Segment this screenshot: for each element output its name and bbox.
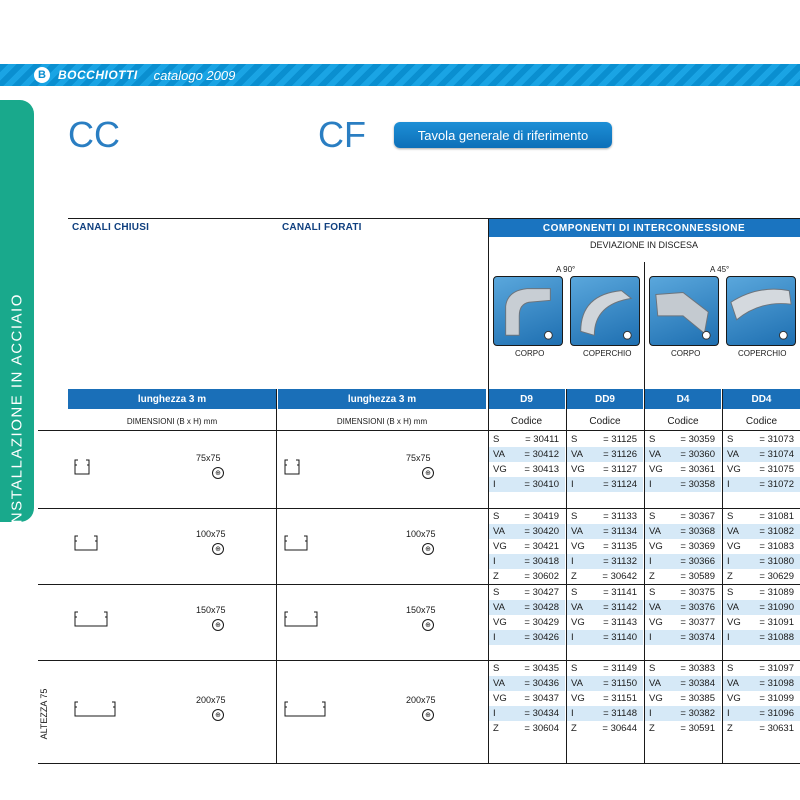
product-code: = 31097 (759, 663, 794, 674)
product-code: = 30413 (524, 464, 559, 475)
code-cell (567, 462, 643, 477)
product-code: = 30644 (602, 723, 637, 734)
code-cell (645, 539, 721, 554)
code-cell (645, 554, 721, 569)
perforated-channel-profile-icon (282, 457, 302, 482)
code-cell (723, 676, 800, 691)
product-code: = 30420 (524, 526, 559, 537)
finish-code: S (571, 663, 578, 674)
code-cell (567, 706, 643, 721)
photo-label-3: CORPO (671, 349, 701, 358)
finish-code: Z (649, 571, 655, 582)
product-code: = 30360 (680, 449, 715, 460)
product-code: = 31151 (603, 693, 637, 704)
closed-channel-profile-icon (72, 457, 92, 482)
product-code: = 30361 (680, 464, 715, 475)
finish-code: S (571, 511, 578, 522)
code-cell (567, 585, 643, 600)
finish-code: VA (571, 449, 583, 460)
product-code: = 30358 (680, 479, 715, 490)
code-cell (567, 432, 643, 447)
code-cell (723, 661, 800, 676)
certification-mark-icon: ⊕ (212, 619, 224, 631)
photo-label-1: CORPO (515, 349, 545, 358)
finish-code: S (727, 434, 734, 445)
code-cell (723, 585, 800, 600)
finish-code: I (727, 632, 730, 643)
components-subheading: DEVIAZIONE IN DISCESA (589, 240, 699, 250)
code-cell (489, 539, 565, 554)
code-cell (645, 462, 721, 477)
perforated-dimensions-heading: DIMENSIONI (B x H) mm (336, 416, 428, 426)
finish-code: VA (649, 678, 661, 689)
brand-name: BOCCHIOTTI (58, 68, 138, 82)
product-code: = 31126 (603, 449, 637, 460)
finish-code: S (571, 587, 578, 598)
code-cell (645, 524, 721, 539)
table-header-rule (38, 430, 800, 431)
product-code: = 30375 (680, 587, 715, 598)
finish-code: VA (649, 526, 661, 537)
finish-code: S (493, 434, 500, 445)
code-cell (645, 477, 721, 492)
photo-label-4: COPERCHIO (738, 349, 787, 358)
product-code: = 30629 (759, 571, 794, 582)
finish-code: S (649, 434, 656, 445)
finish-code: S (649, 511, 656, 522)
finish-code: Z (571, 571, 577, 582)
product-code: = 31133 (603, 511, 637, 522)
code-header-d4: D4 (645, 389, 721, 409)
closed-channel-profile-icon (72, 699, 118, 724)
closed-dimensions-heading: DIMENSIONI (B x H) mm (126, 416, 218, 426)
code-cell (645, 509, 721, 524)
product-code: = 31135 (603, 541, 637, 552)
finish-code: VG (571, 541, 585, 552)
product-code: = 31098 (759, 678, 794, 689)
product-code: = 30384 (680, 678, 715, 689)
code-cell (645, 691, 721, 706)
code-cell (723, 569, 800, 584)
product-code: = 31149 (603, 663, 637, 674)
product-code: = 31074 (759, 449, 794, 460)
finish-code: VA (727, 678, 739, 689)
photo-45-body (649, 276, 719, 346)
product-code: = 30429 (524, 617, 559, 628)
certification-mark-icon: ⊕ (422, 467, 434, 479)
product-code: = 30437 (524, 693, 559, 704)
certification-mark-icon: ⊕ (212, 543, 224, 555)
finish-code: Z (727, 723, 733, 734)
finish-code: I (493, 479, 496, 490)
product-code: = 30426 (524, 632, 559, 643)
code-cell (567, 721, 643, 736)
code-cell (723, 600, 800, 615)
closed-channel-profile-icon (72, 533, 100, 558)
code-cell (567, 676, 643, 691)
code-cell (489, 600, 565, 615)
finish-code: VA (493, 449, 505, 460)
finish-code: I (649, 556, 652, 567)
section-side-tab-label: INSTALLAZIONE IN ACCIAIO (8, 293, 26, 529)
product-code: = 30374 (680, 632, 715, 643)
photo-90-cover (570, 276, 640, 346)
perforated-length-band: lunghezza 3 m (278, 389, 486, 409)
finish-code: VG (493, 464, 507, 475)
closed-channels-heading: CANALI CHIUSI (72, 222, 150, 233)
code-header-dd9: DD9 (567, 389, 643, 409)
code-cell (489, 432, 565, 447)
code-cell (723, 721, 800, 736)
perforated-dimension: 75x75 (406, 453, 431, 463)
finish-code: VG (727, 617, 741, 628)
product-code: = 30376 (680, 602, 715, 613)
finish-code: VG (649, 617, 663, 628)
finish-code: S (571, 434, 578, 445)
product-code: = 31134 (603, 526, 637, 537)
finish-code: VA (493, 526, 505, 537)
product-code: = 31080 (759, 556, 794, 567)
code-cell (489, 706, 565, 721)
finish-code: VA (571, 678, 583, 689)
product-code: = 30412 (524, 449, 559, 460)
code-cell (723, 615, 800, 630)
product-code: = 30427 (524, 587, 559, 598)
code-cell (645, 600, 721, 615)
catalog-year: catalogo 2009 (153, 67, 236, 83)
code-cell (489, 524, 565, 539)
codice-heading-2: Codice (589, 415, 621, 427)
code-cell (645, 585, 721, 600)
code-cell (723, 554, 800, 569)
certification-mark-icon: ⊕ (212, 709, 224, 721)
code-cell (567, 615, 643, 630)
code-cell (645, 721, 721, 736)
finish-code: VG (727, 464, 741, 475)
code-cell (567, 569, 643, 584)
product-code: = 31150 (603, 678, 637, 689)
product-code: = 30367 (680, 511, 715, 522)
product-code: = 30589 (680, 571, 715, 582)
finish-code: I (571, 708, 574, 719)
product-code: = 31096 (759, 708, 794, 719)
product-code: = 30604 (524, 723, 559, 734)
code-cell (567, 539, 643, 554)
product-code: = 30382 (680, 708, 715, 719)
closed-dimension: 75x75 (196, 453, 221, 463)
finish-code: VA (571, 602, 583, 613)
finish-code: I (493, 556, 496, 567)
product-code: = 30602 (524, 571, 559, 582)
finish-code: I (493, 632, 496, 643)
code-cell (645, 615, 721, 630)
code-cell (567, 477, 643, 492)
code-cell (567, 524, 643, 539)
product-code: = 31132 (603, 556, 637, 567)
closed-channel-profile-icon (72, 609, 110, 634)
code-cell (489, 569, 565, 584)
code-cell (723, 432, 800, 447)
finish-code: Z (493, 723, 499, 734)
finish-code: VA (727, 602, 739, 613)
product-code: = 30368 (680, 526, 715, 537)
finish-code: VG (571, 464, 585, 475)
product-code: = 31072 (759, 479, 794, 490)
finish-code: S (727, 587, 734, 598)
finish-code: VA (571, 526, 583, 537)
finish-code: I (727, 479, 730, 490)
code-cell (645, 432, 721, 447)
product-code: = 31082 (759, 526, 794, 537)
finish-code: I (727, 556, 730, 567)
finish-code: I (649, 479, 652, 490)
title-cf: CF (318, 114, 366, 155)
code-cell (723, 509, 800, 524)
closed-length-band: lunghezza 3 m (68, 389, 276, 409)
brand (34, 66, 235, 84)
finish-code: S (649, 663, 656, 674)
closed-dimension: 100x75 (196, 529, 226, 539)
photo-label-2: COPERCHIO (583, 349, 632, 358)
product-code: = 31083 (759, 541, 794, 552)
code-cell (567, 630, 643, 645)
title-cc: CC (68, 114, 120, 155)
finish-code: VG (493, 693, 507, 704)
code-header-d9: D9 (488, 389, 565, 409)
codice-heading-1: Codice (510, 415, 543, 427)
finish-code: VA (493, 678, 505, 689)
perforated-dimension: 150x75 (406, 605, 436, 615)
code-cell (567, 509, 643, 524)
codice-heading-3: Codice (667, 415, 699, 427)
finish-code: VG (493, 541, 507, 552)
code-cell (489, 630, 565, 645)
finish-code: VG (493, 617, 507, 628)
finish-code: VA (727, 526, 739, 537)
product-code: = 31127 (603, 464, 637, 475)
code-cell (645, 706, 721, 721)
product-code: = 31099 (759, 693, 794, 704)
row-separator (38, 763, 800, 764)
code-cell (723, 691, 800, 706)
code-cell (645, 661, 721, 676)
code-cell (567, 554, 643, 569)
product-code: = 30383 (680, 663, 715, 674)
product-code: = 31073 (759, 434, 794, 445)
product-code: = 30436 (524, 678, 559, 689)
finish-code: Z (727, 571, 733, 582)
code-cell (489, 721, 565, 736)
closed-dimension: 150x75 (196, 605, 226, 615)
finish-code: Z (493, 571, 499, 582)
finish-code: I (571, 556, 574, 567)
product-code: = 30369 (680, 541, 715, 552)
code-cell (489, 615, 565, 630)
product-code: = 31075 (759, 464, 794, 475)
certification-mark-icon: ⊕ (422, 543, 434, 555)
product-code: = 30359 (680, 434, 715, 445)
height-side-label: ALTEZZA 75 (39, 688, 49, 740)
finish-code: I (571, 479, 574, 490)
finish-code: VG (727, 693, 741, 704)
finish-code: S (649, 587, 656, 598)
code-cell (489, 447, 565, 462)
perforated-channel-profile-icon (282, 609, 320, 634)
product-code: = 30377 (680, 617, 715, 628)
reference-table-button[interactable]: Tavola generale di riferimento (394, 122, 612, 148)
product-code: = 31088 (759, 632, 794, 643)
photo-45-cover (726, 276, 796, 346)
finish-code: VA (649, 602, 661, 613)
product-code: = 31089 (759, 587, 794, 598)
product-code: = 30434 (524, 708, 559, 719)
perforated-channel-profile-icon (282, 533, 310, 558)
photo-90-body (493, 276, 563, 346)
finish-code: VG (649, 464, 663, 475)
angle-45-label: A 45° (710, 265, 730, 274)
code-cell (645, 569, 721, 584)
finish-code: I (649, 708, 652, 719)
code-cell (489, 509, 565, 524)
product-code: = 30642 (602, 571, 637, 582)
brand-logo-icon: B (34, 67, 50, 83)
code-cell (645, 630, 721, 645)
perforated-channels-heading: CANALI FORATI (282, 222, 362, 233)
product-code: = 31125 (603, 434, 637, 445)
code-cell (489, 554, 565, 569)
certification-mark-icon: ⊕ (212, 467, 224, 479)
code-cell (489, 691, 565, 706)
code-cell (567, 447, 643, 462)
code-cell (489, 661, 565, 676)
product-code: = 30419 (524, 511, 559, 522)
product-code: = 31140 (603, 632, 637, 643)
finish-code: I (571, 632, 574, 643)
product-code: = 30591 (680, 723, 715, 734)
product-code: = 30421 (524, 541, 559, 552)
angle-divider (644, 262, 645, 389)
finish-code: S (493, 511, 500, 522)
finish-code: S (493, 663, 500, 674)
code-cell (567, 661, 643, 676)
finish-code: S (727, 511, 734, 522)
product-code: = 31124 (603, 479, 637, 490)
angle-90-label: A 90° (556, 265, 576, 274)
product-code: = 31081 (759, 511, 794, 522)
product-code: = 30435 (524, 663, 559, 674)
code-cell (723, 477, 800, 492)
section-side-tab (0, 100, 34, 529)
perforated-dimension: 200x75 (406, 695, 436, 705)
col-divider-1 (276, 389, 277, 764)
code-cell (645, 447, 721, 462)
finish-code: Z (649, 723, 655, 734)
product-code: = 30366 (680, 556, 715, 567)
code-cell (723, 706, 800, 721)
product-code: = 30411 (525, 434, 559, 445)
finish-code: S (727, 663, 734, 674)
finish-code: I (649, 632, 652, 643)
code-header-dd4: DD4 (723, 389, 800, 409)
product-code: = 31091 (759, 617, 794, 628)
perforated-channel-profile-icon (282, 699, 328, 724)
code-cell (723, 462, 800, 477)
code-cell (489, 585, 565, 600)
code-cell (723, 447, 800, 462)
product-code: = 30385 (680, 693, 715, 704)
product-code: = 31142 (603, 602, 637, 613)
code-cell (567, 600, 643, 615)
closed-dimension: 200x75 (196, 695, 226, 705)
code-cell (723, 539, 800, 554)
components-divider (488, 219, 489, 389)
finish-code: VA (493, 602, 505, 613)
code-cell (489, 676, 565, 691)
code-cell (723, 524, 800, 539)
product-code: = 30410 (524, 479, 559, 490)
components-heading: COMPONENTI DI INTERCONNESSIONE (488, 219, 800, 237)
finish-code: VG (571, 617, 585, 628)
product-code: = 31090 (759, 602, 794, 613)
product-code: = 30428 (524, 602, 559, 613)
perforated-dimension: 100x75 (406, 529, 436, 539)
finish-code: VG (649, 693, 663, 704)
product-code: = 31141 (603, 587, 637, 598)
finish-code: VA (727, 449, 739, 460)
certification-mark-icon: ⊕ (422, 709, 434, 721)
code-cell (489, 477, 565, 492)
product-code: = 31143 (603, 617, 637, 628)
product-code: = 30418 (524, 556, 559, 567)
product-code: = 31148 (603, 708, 637, 719)
finish-code: I (493, 708, 496, 719)
finish-code: VG (727, 541, 741, 552)
finish-code: Z (571, 723, 577, 734)
code-cell (567, 691, 643, 706)
code-cell (723, 630, 800, 645)
codice-heading-4: Codice (745, 415, 778, 427)
finish-code: VG (571, 693, 585, 704)
code-cell (489, 462, 565, 477)
product-code: = 30631 (759, 723, 794, 734)
finish-code: I (727, 708, 730, 719)
code-cell (645, 676, 721, 691)
finish-code: S (493, 587, 500, 598)
finish-code: VG (649, 541, 663, 552)
finish-code: VA (649, 449, 661, 460)
certification-mark-icon: ⊕ (422, 619, 434, 631)
